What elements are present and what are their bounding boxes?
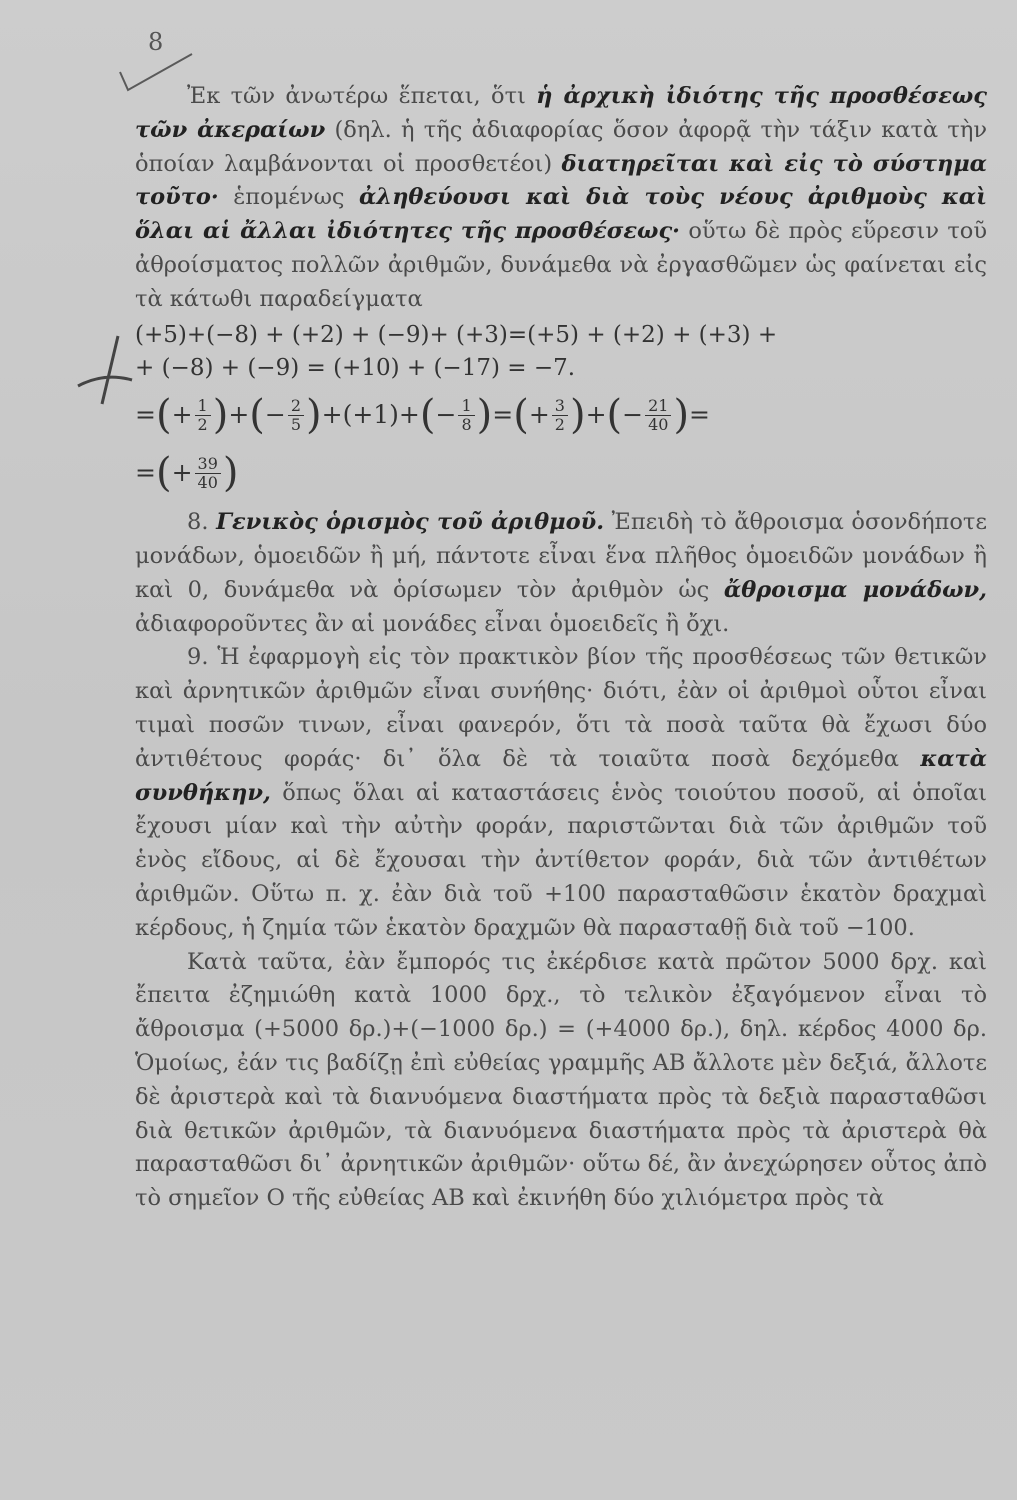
page-number: 8 xyxy=(148,28,164,56)
numerator: 39 xyxy=(195,455,221,474)
text: (δηλ. ἡ τῆς ἀδιαφορίας ὅσον ἀφορᾷ τὴν τάξιν κατὰ τὴν ὁποίαν λαμβάνονται οἱ προσθετέοι) xyxy=(135,116,987,177)
bold-phrase: ἡ ἀρχικὴ ἰδιότης τῆς προσθέσεως τῶν ἀκεραίων xyxy=(135,83,987,143)
equation-line-1: (+5)+(−8) + (+2) + (−9)+ (+3)=(+5) + (+2) + (+3) + xyxy=(135,321,778,348)
text: Ἐκ τῶν ἀνωτέρω ἕπεται, ὅτι xyxy=(187,83,537,109)
section-9 xyxy=(135,641,987,945)
paren-open: ( xyxy=(155,392,172,439)
fraction xyxy=(288,397,304,434)
bold-phrase: ἄθροισμα μονάδων, xyxy=(723,576,987,603)
equals-sign: = xyxy=(135,458,156,488)
paren-open: ( xyxy=(155,450,172,497)
section-title: Γενικὸς ὁρισμὸς τοῦ ἀριθμοῦ. xyxy=(216,509,605,536)
fraction xyxy=(552,397,568,434)
text: ὅπως ὅλαι αἱ καταστάσεις ἑνὸς τοιούτου ποσοῦ, αἱ ὁποῖαι ἔχουσι μίαν καὶ τὴν αὐτὴν φοράν, παριστῶνται διὰ τῶν ἀριθμῶν τοῦ ἑνὸς εἴδους, αἱ δὲ ἔχουσαι τὴν ἀντίθετον φοράν, διὰ τῶν ἀντιθέτων ἀριθμῶν. Οὕτω π. χ. ἐὰν διὰ τοῦ +100 παρασταθῶσιν ἑκατὸν δραχμαὶ κέρδους, ἡ ζημία τῶν ἑκατὸν δραχμῶν θὰ παρασταθῇ διὰ τοῦ −100. xyxy=(135,779,987,941)
minus-sign: − xyxy=(264,400,286,430)
equation-integers xyxy=(135,319,987,387)
paren-close: ) xyxy=(673,392,690,439)
numerator: 1 xyxy=(195,397,211,416)
paren-open: ( xyxy=(249,392,265,439)
plus-sign: + xyxy=(585,400,607,430)
bold-phrase: διατηρεῖται καὶ εἰς τὸ σύστημα τοῦτο· xyxy=(135,150,987,211)
fraction-equation-line-2 xyxy=(135,444,987,502)
paren-open: ( xyxy=(606,392,623,439)
bold-phrase: ἀληθεύουσι καὶ διὰ τοὺς νέους ἀριθμοὺς καὶ ὅλαι αἱ ἄλλαι ἰδιότητες τῆς προσθέσεως· xyxy=(135,184,987,245)
bold-phrase: κατὰ συνθήκην, xyxy=(135,745,987,806)
equals-sign: = xyxy=(135,400,156,430)
section-number: 8. xyxy=(187,509,217,536)
paren-close: ) xyxy=(212,392,229,439)
numerator: 3 xyxy=(552,397,568,416)
text: οὕτω δὲ πρὸς εὕρεσιν τοῦ ἀθροίσματος πολλῶν ἀριθμῶν, δυνάμεθα νὰ ἐργασθῶμεν ὡς φαίνεται εἰς τὰ κάτωθι παραδείγματα xyxy=(135,218,987,312)
page-body xyxy=(135,80,987,1216)
equation-line-2: + (−8) + (−9) = (+10) + (−17) = −7. xyxy=(135,355,576,382)
numerator: 2 xyxy=(288,397,304,416)
fraction-equation-line-1 xyxy=(135,386,987,444)
plus-sign: + xyxy=(171,458,193,488)
fraction xyxy=(195,455,221,492)
fraction xyxy=(195,397,211,434)
denominator: 40 xyxy=(648,414,669,434)
plus-sign: + xyxy=(171,400,193,430)
paren-open: ( xyxy=(419,392,436,439)
text: ἑπομένως xyxy=(218,184,359,211)
middle-term: +(+1)+ xyxy=(321,400,420,430)
pencil-margin-mark xyxy=(70,332,140,422)
text: 9. Ἡ ἐφαρμογὴ εἰς τὸν πρακτικὸν βίον τῆς προσθέσεως τῶν θετικῶν καὶ ἀρνητικῶν ἀριθμῶν εἶναι συνήθης· διότι, ἐὰν οἱ ἀριθμοὶ οὗτοι εἶναι τιμαὶ ποσῶν τινων, εἶναι φανερόν, ὅτι τὰ ποσὰ ταῦτα θὰ ἔχωσι δύο ἀντιθέτους φοράς· δι᾿ ὅλα δὲ τὰ τοιαῦτα ποσὰ δεχόμεθα xyxy=(135,644,987,772)
plus-sign: + xyxy=(528,400,550,430)
denominator: 2 xyxy=(554,414,565,434)
denominator: 40 xyxy=(197,472,218,492)
paragraph-properties xyxy=(135,80,987,317)
fraction xyxy=(458,397,474,434)
fraction xyxy=(645,397,671,434)
paragraph-merchant-example: Κατὰ ταῦτα, ἐὰν ἔμπορός τις ἐκέρδισε κατὰ πρῶτον 5000 δρχ. καὶ ἔπειτα ἐζημιώθη κατὰ 1000 δρχ., τὸ τελικὸν ἐξαγόμενον εἶναι τὸ ἄθροισμα (+5000 δρ.)+(−1000 δρ.) = (+4000 δρ.), δηλ. κέρδος 4000 δρ. Ὁμοίως, ἐάν τις βαδίζῃ ἐπὶ εὐθείας γραμμῆς ΑΒ ἄλλοτε μὲν δεξιά, ἄλλοτε δὲ ἀριστερὰ καὶ τὰ διανυόμενα διαστήματα πρὸς τὰ δεξιὰ παρασταθῶσι διὰ θετικῶν ἀριθμῶν, τὰ διανυόμενα διαστήματα πρὸς τὰ ἀριστερὰ θὰ παρασταθῶσι δι᾿ ἀρνητικῶν ἀριθμῶν· οὕτω δέ, ἂν ἀνεχώρησεν οὗτος ἀπὸ τὸ σημεῖον Ο τῆς εὐθείας ΑΒ καὶ ἐκινήθη δύο χιλιόμετρα πρὸς τὰ xyxy=(135,948,987,1212)
equals-sign: = xyxy=(689,400,710,430)
plus-sign: + xyxy=(228,400,250,430)
equals-sign: = xyxy=(492,400,514,430)
section-8 xyxy=(135,506,987,641)
denominator: 2 xyxy=(197,414,208,434)
minus-sign: − xyxy=(435,400,457,430)
text: ἀδιαφοροῦντες ἂν αἱ μονάδες εἶναι ὁμοειδεῖς ἢ ὄχι. xyxy=(135,610,730,637)
denominator: 5 xyxy=(290,414,302,434)
numerator: 1 xyxy=(458,397,474,416)
numerator: 21 xyxy=(645,397,671,416)
equation-fractions xyxy=(135,386,987,502)
paren-close: ) xyxy=(306,392,322,439)
paren-close: ) xyxy=(476,392,493,439)
denominator: 8 xyxy=(461,414,472,434)
minus-sign: − xyxy=(622,400,644,430)
text: Ἐπειδὴ τὸ ἄθροισμα ὁσονδήποτε μονάδων, ὁμοειδῶν ἢ μή, πάντοτε εἶναι ἕνα πλῆθος ὁμοειδῶν μονάδων ἢ καὶ 0, δυνάμεθα νὰ ὁρίσωμεν τὸν ἀριθμὸν ὡς xyxy=(135,509,987,603)
paren-open: ( xyxy=(513,392,529,439)
paren-close: ) xyxy=(569,392,586,439)
paren-close: ) xyxy=(222,450,239,497)
